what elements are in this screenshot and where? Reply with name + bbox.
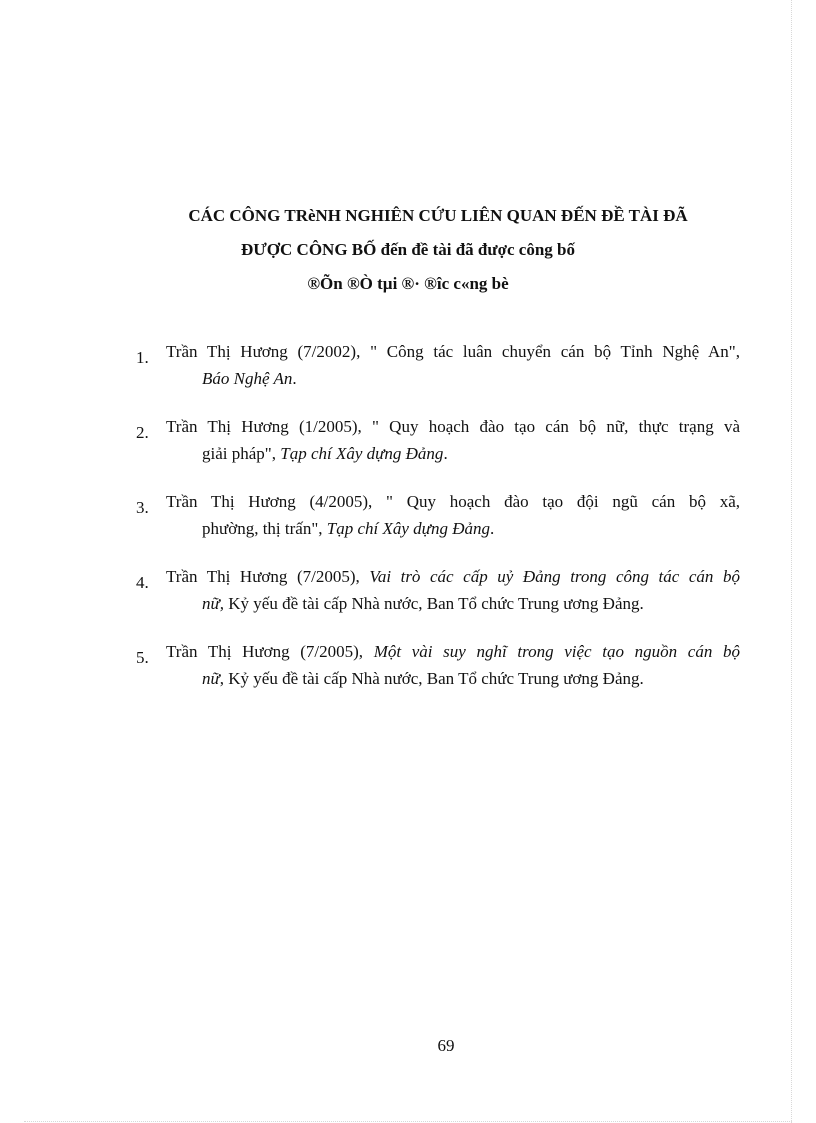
reference-author: Trần Thị Hương (7/2005), [166,642,374,661]
work-title: Một vài suy nghĩ trong việc tạo nguồn cán bộ [373,642,740,661]
reference-text [166,413,740,467]
reference-line-2-end: . [489,519,495,538]
reference-source: , Kỷ yếu đề tài cấp Nhà nước, Ban Tổ chức Trung ương Đảng. [219,669,644,688]
reference-text [166,563,740,617]
work-title-end: nữ [202,669,220,688]
reference-line-2 [166,590,740,617]
reference-line-2 [166,665,740,692]
reference-number: 5. [136,648,149,667]
reference-line-1: Trần Thị Hương (7/2002), " Công tác luân chuyển cán bộ Tỉnh Nghệ An", [166,342,740,361]
section-heading-line-3: ®Õn ®Ò tµi ®· ®îc c«ng bè [307,274,509,293]
publication-name: Tạp chí Xây dựng Đảng [280,444,444,463]
reference-text [166,488,740,542]
page-edge-right [791,0,792,1123]
reference-line-2-start: phường, thị trấn", [202,519,327,538]
reference-line-2-end: . [443,444,448,463]
reference-line-2 [166,515,740,542]
reference-line-2 [166,365,740,392]
reference-line-1 [166,642,740,661]
reference-text [166,638,740,692]
reference-line-1 [166,567,740,586]
reference-number: 3. [136,498,149,517]
section-heading-line-2: ĐƯỢC CÔNG BỐ đến đề tài đã được công bố [241,240,575,259]
reference-line-2 [166,440,740,467]
publication-name: Báo Nghệ An [202,369,293,388]
reference-author: Trần Thị Hương (7/2005), [166,567,370,586]
reference-number: 4. [136,573,149,592]
reference-source: Kỷ yếu đề tài cấp Nhà nước, Ban Tổ chức Trung ương Đảng. [224,594,644,613]
publication-name: Tạp chí Xây dựng Đảng [326,519,490,538]
reference-line-2-start: giải pháp", [202,444,281,463]
reference-text [166,338,740,392]
reference-line-1: Trần Thị Hương (1/2005), " Quy hoạch đào tạo cán bộ nữ, thực trạng và [166,417,740,436]
reference-number: 2. [136,423,149,442]
work-title-end: nữ, [202,594,225,613]
reference-line-1: Trần Thị Hương (4/2005), " Quy hoạch đào tạo đội ngũ cán bộ xã, [166,492,740,511]
page-number: 69 [437,1036,455,1055]
page-edge-bottom [24,1121,792,1122]
section-heading-line-1: CÁC CÔNG TRèNH NGHIÊN CỨU LIÊN QUAN ĐẾN ĐỀ TÀI ĐÃ [188,206,688,225]
reference-number: 1. [136,348,149,367]
work-title: Vai trò các cấp uỷ Đảng trong công tác cán bộ [369,567,740,586]
reference-line-2-end: . [292,369,297,388]
